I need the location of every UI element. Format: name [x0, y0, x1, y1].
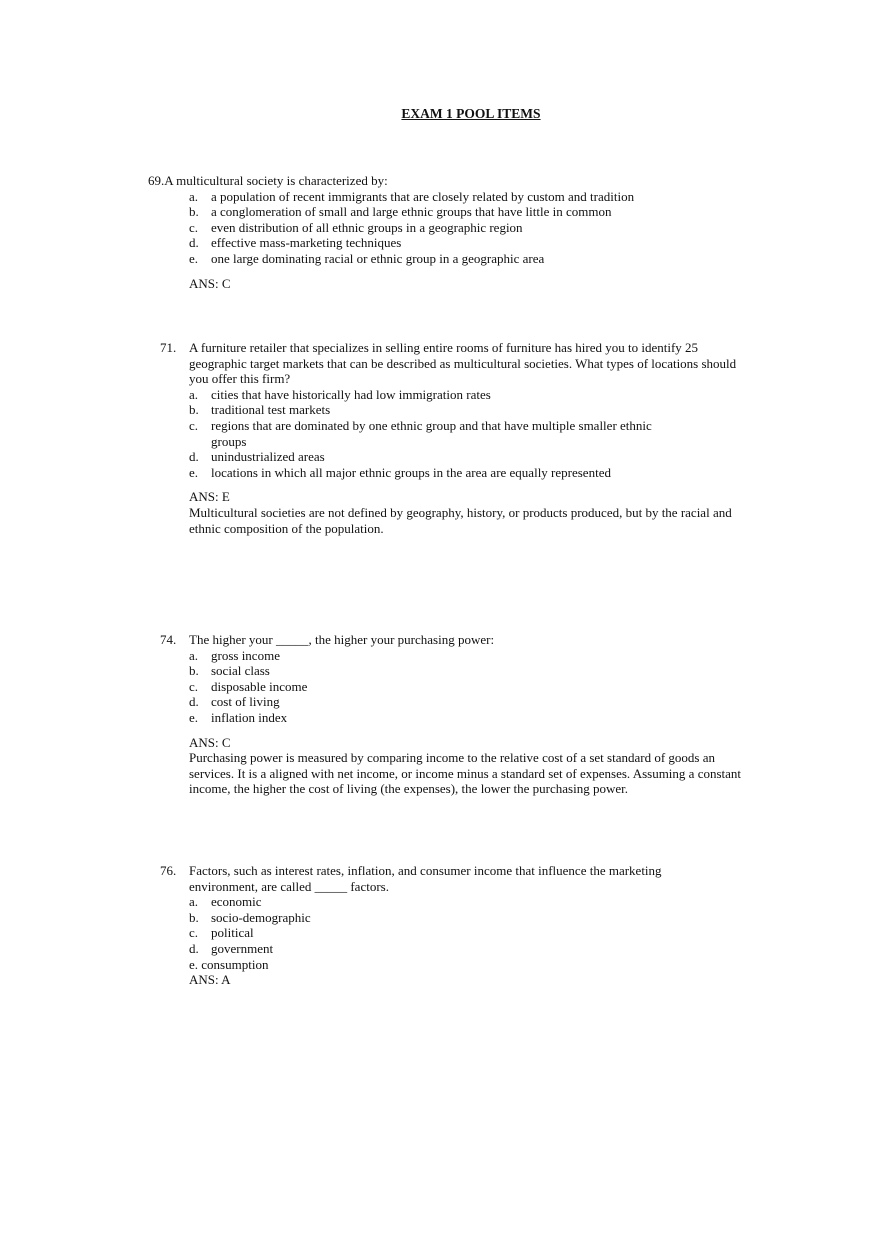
option-list — [148, 189, 758, 267]
option-a: a. gross income — [189, 647, 280, 663]
question-74 — [148, 632, 758, 797]
option-b: b. social class — [189, 663, 270, 679]
option-b: b. traditional test markets — [189, 402, 331, 418]
question-stem-line — [148, 863, 758, 894]
question-stem: A multicultural society is characterized by: — [164, 173, 388, 188]
question-stem-line — [148, 340, 758, 387]
question-number: 76. — [160, 863, 177, 878]
option-b: b. a conglomeration of small and large ethnic groups that have little in common — [189, 204, 612, 220]
answer: ANS: C — [189, 734, 231, 750]
option-a: a. cities that have historically had low immigration rates — [189, 386, 491, 402]
option-d: d. unindustrialized areas — [189, 449, 325, 465]
option-c: c. disposable income — [189, 678, 308, 694]
question-number: 74. — [160, 632, 177, 647]
page-title: EXAM 1 POOL ITEMS — [401, 106, 541, 121]
question-stem-line — [148, 173, 758, 189]
question-stem: The higher your _____, the higher your purchasing power: — [189, 632, 495, 647]
question-number: 69. — [148, 173, 165, 188]
option-a: a. a population of recent immigrants that are closely related by custom and tradition — [189, 188, 635, 204]
option-d: d. cost of living — [189, 694, 280, 710]
option-e: e. locations in which all major ethnic groups in the area are equally represented — [189, 464, 611, 480]
question-76 — [148, 863, 758, 988]
explanation: Multicultural societies are not defined by geography, history, or products produced, but by the racial and ethnic composition of the population. — [189, 504, 732, 536]
question-number: 71. — [160, 340, 177, 355]
option-b: b. socio-demographic — [189, 909, 311, 925]
question-stem: Factors, such as interest rates, inflation, and consumer income that influence the marketing environment, are called _____ factors. — [189, 863, 662, 894]
question-stem-line — [148, 632, 758, 648]
option-e: e. consumption — [189, 956, 269, 972]
question-71 — [148, 340, 758, 536]
option-e: e. inflation index — [189, 709, 288, 725]
question-stem: A furniture retailer that specializes in selling entire rooms of furniture has hired you to identify 25 geographic target markets that can be described as multicultural societies. What types of locations should you offer this firm? — [189, 340, 737, 387]
answer: ANS: C — [189, 275, 231, 291]
option-c: c. regions that are dominated by one ethnic group and that have multiple smaller ethnic groups — [189, 417, 652, 449]
option-list — [148, 648, 758, 726]
option-d: d. government — [189, 940, 274, 956]
explanation: Purchasing power is measured by comparing income to the relative cost of a set standard of goods an services. It is a aligned with net income, or income minus a standard set of expenses. Assuming a constant income, the higher the cost of living (the expenses), the lower the purchasing power. — [189, 750, 742, 797]
question-69 — [148, 173, 758, 291]
option-list — [148, 894, 758, 972]
option-c: c. political — [189, 925, 254, 941]
option-list — [148, 387, 758, 481]
option-c: c. even distribution of all ethnic groups in a geographic region — [189, 219, 523, 235]
answer: ANS: E — [189, 489, 230, 505]
option-e: e. one large dominating racial or ethnic group in a geographic area — [189, 250, 545, 266]
option-d: d. effective mass-marketing techniques — [189, 235, 402, 251]
option-a: a. economic — [189, 894, 262, 910]
answer: ANS: A — [189, 972, 231, 988]
